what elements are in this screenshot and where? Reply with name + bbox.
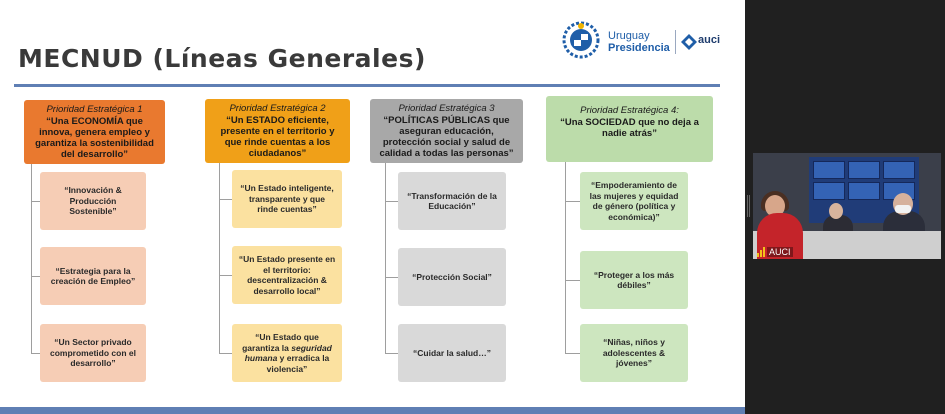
wall-screen — [848, 182, 880, 200]
priority-3-item-3: “Cuidar la salud…” — [398, 324, 506, 382]
priority-1-item-1: “Innovación & Producción Sostenible” — [40, 172, 146, 230]
connector-line — [31, 201, 40, 202]
connector-line — [31, 276, 40, 277]
priority-3-item-2: “Protección Social” — [398, 248, 506, 306]
wall-screen — [848, 161, 880, 179]
priority-3-item-1: “Transformación de la Educación” — [398, 172, 506, 230]
wall-screen — [813, 161, 845, 179]
face-mask — [895, 205, 911, 213]
connector-line — [565, 162, 566, 353]
wall-screen — [883, 161, 915, 179]
priority-label: Prioridad Estratégica 1 — [46, 104, 143, 115]
priority-1-item-3: “Un Sector privado comprometido con el desarrollo” — [40, 324, 146, 382]
participant-name: AUCI — [769, 247, 791, 257]
priority-label: Prioridad Estratégica 2 — [229, 103, 326, 114]
slide-title: MECNUD (Líneas Generales) — [18, 44, 426, 73]
sun-icon — [562, 20, 600, 60]
connector-line — [565, 280, 580, 281]
priority-2-item-3 — [232, 324, 342, 382]
connector-line — [385, 201, 398, 202]
panel-resize-handle[interactable] — [747, 195, 750, 217]
participant-figure — [829, 203, 843, 219]
priority-2-item-1: “Un Estado inteligente, transparente y que rinde cuentas” — [232, 170, 342, 228]
priority-2-item-2: “Un Estado presente en el territorio: descentralización & desarrollo local” — [232, 246, 342, 304]
logo-country-label: Uruguay — [608, 30, 650, 42]
connector-line — [219, 275, 232, 276]
connector-line — [385, 353, 398, 354]
title-rule — [14, 84, 720, 87]
presidency-logo — [562, 20, 722, 60]
priority-4-item-2: “Proteger a los más débiles” — [580, 251, 688, 309]
connector-line — [31, 164, 32, 353]
participant-video-tile[interactable] — [753, 153, 941, 259]
connector-line — [565, 201, 580, 202]
wall-screen — [813, 182, 845, 200]
connector-line — [219, 199, 232, 200]
connector-line — [219, 163, 220, 353]
priority-label: Prioridad Estratégica 4: — [580, 105, 679, 116]
auci-logo-icon — [681, 34, 697, 50]
mic-signal-icon — [757, 247, 765, 257]
priority-1-item-2: “Estrategia para la creación de Empleo” — [40, 247, 146, 305]
priority-4-item-3: “Niñas, niños y adolescentes & jóvenes” — [580, 324, 688, 382]
bottom-rule — [0, 407, 745, 414]
logo-presidency-label: Presidencia — [608, 42, 670, 54]
item-text: “Un Estado que garantiza la seguridad humana y erradica la violencia” — [242, 332, 332, 374]
logo-divider — [675, 30, 676, 54]
connector-line — [385, 163, 386, 353]
connector-line — [31, 353, 40, 354]
auci-label: auci — [698, 34, 721, 46]
priority-2-header — [205, 99, 350, 163]
priority-description: “Una ECONOMÍA que innova, genera empleo y garantiza la sostenibilidad del desarrollo” — [35, 116, 154, 160]
priority-description: “Un ESTADO eficiente, presente en el territorio y que rinde cuentas a los ciudadanos” — [220, 115, 335, 159]
priority-4-header — [546, 96, 713, 162]
connector-line — [219, 353, 232, 354]
priority-3-header — [370, 99, 523, 163]
priority-1-header — [24, 100, 165, 164]
priority-label: Prioridad Estratégica 3 — [398, 103, 495, 114]
connector-line — [565, 353, 580, 354]
priority-description: “Una SOCIEDAD que no deja a nadie atrás” — [560, 117, 699, 139]
connector-line — [385, 277, 398, 278]
priority-4-item-1: “Empoderamiento de las mujeres y equidad de género (política y económica)” — [580, 172, 688, 230]
priority-description: “POLÍTICAS PÚBLICAS que aseguran educación, protección social y salud de calidad a todas las personas” — [379, 115, 514, 159]
